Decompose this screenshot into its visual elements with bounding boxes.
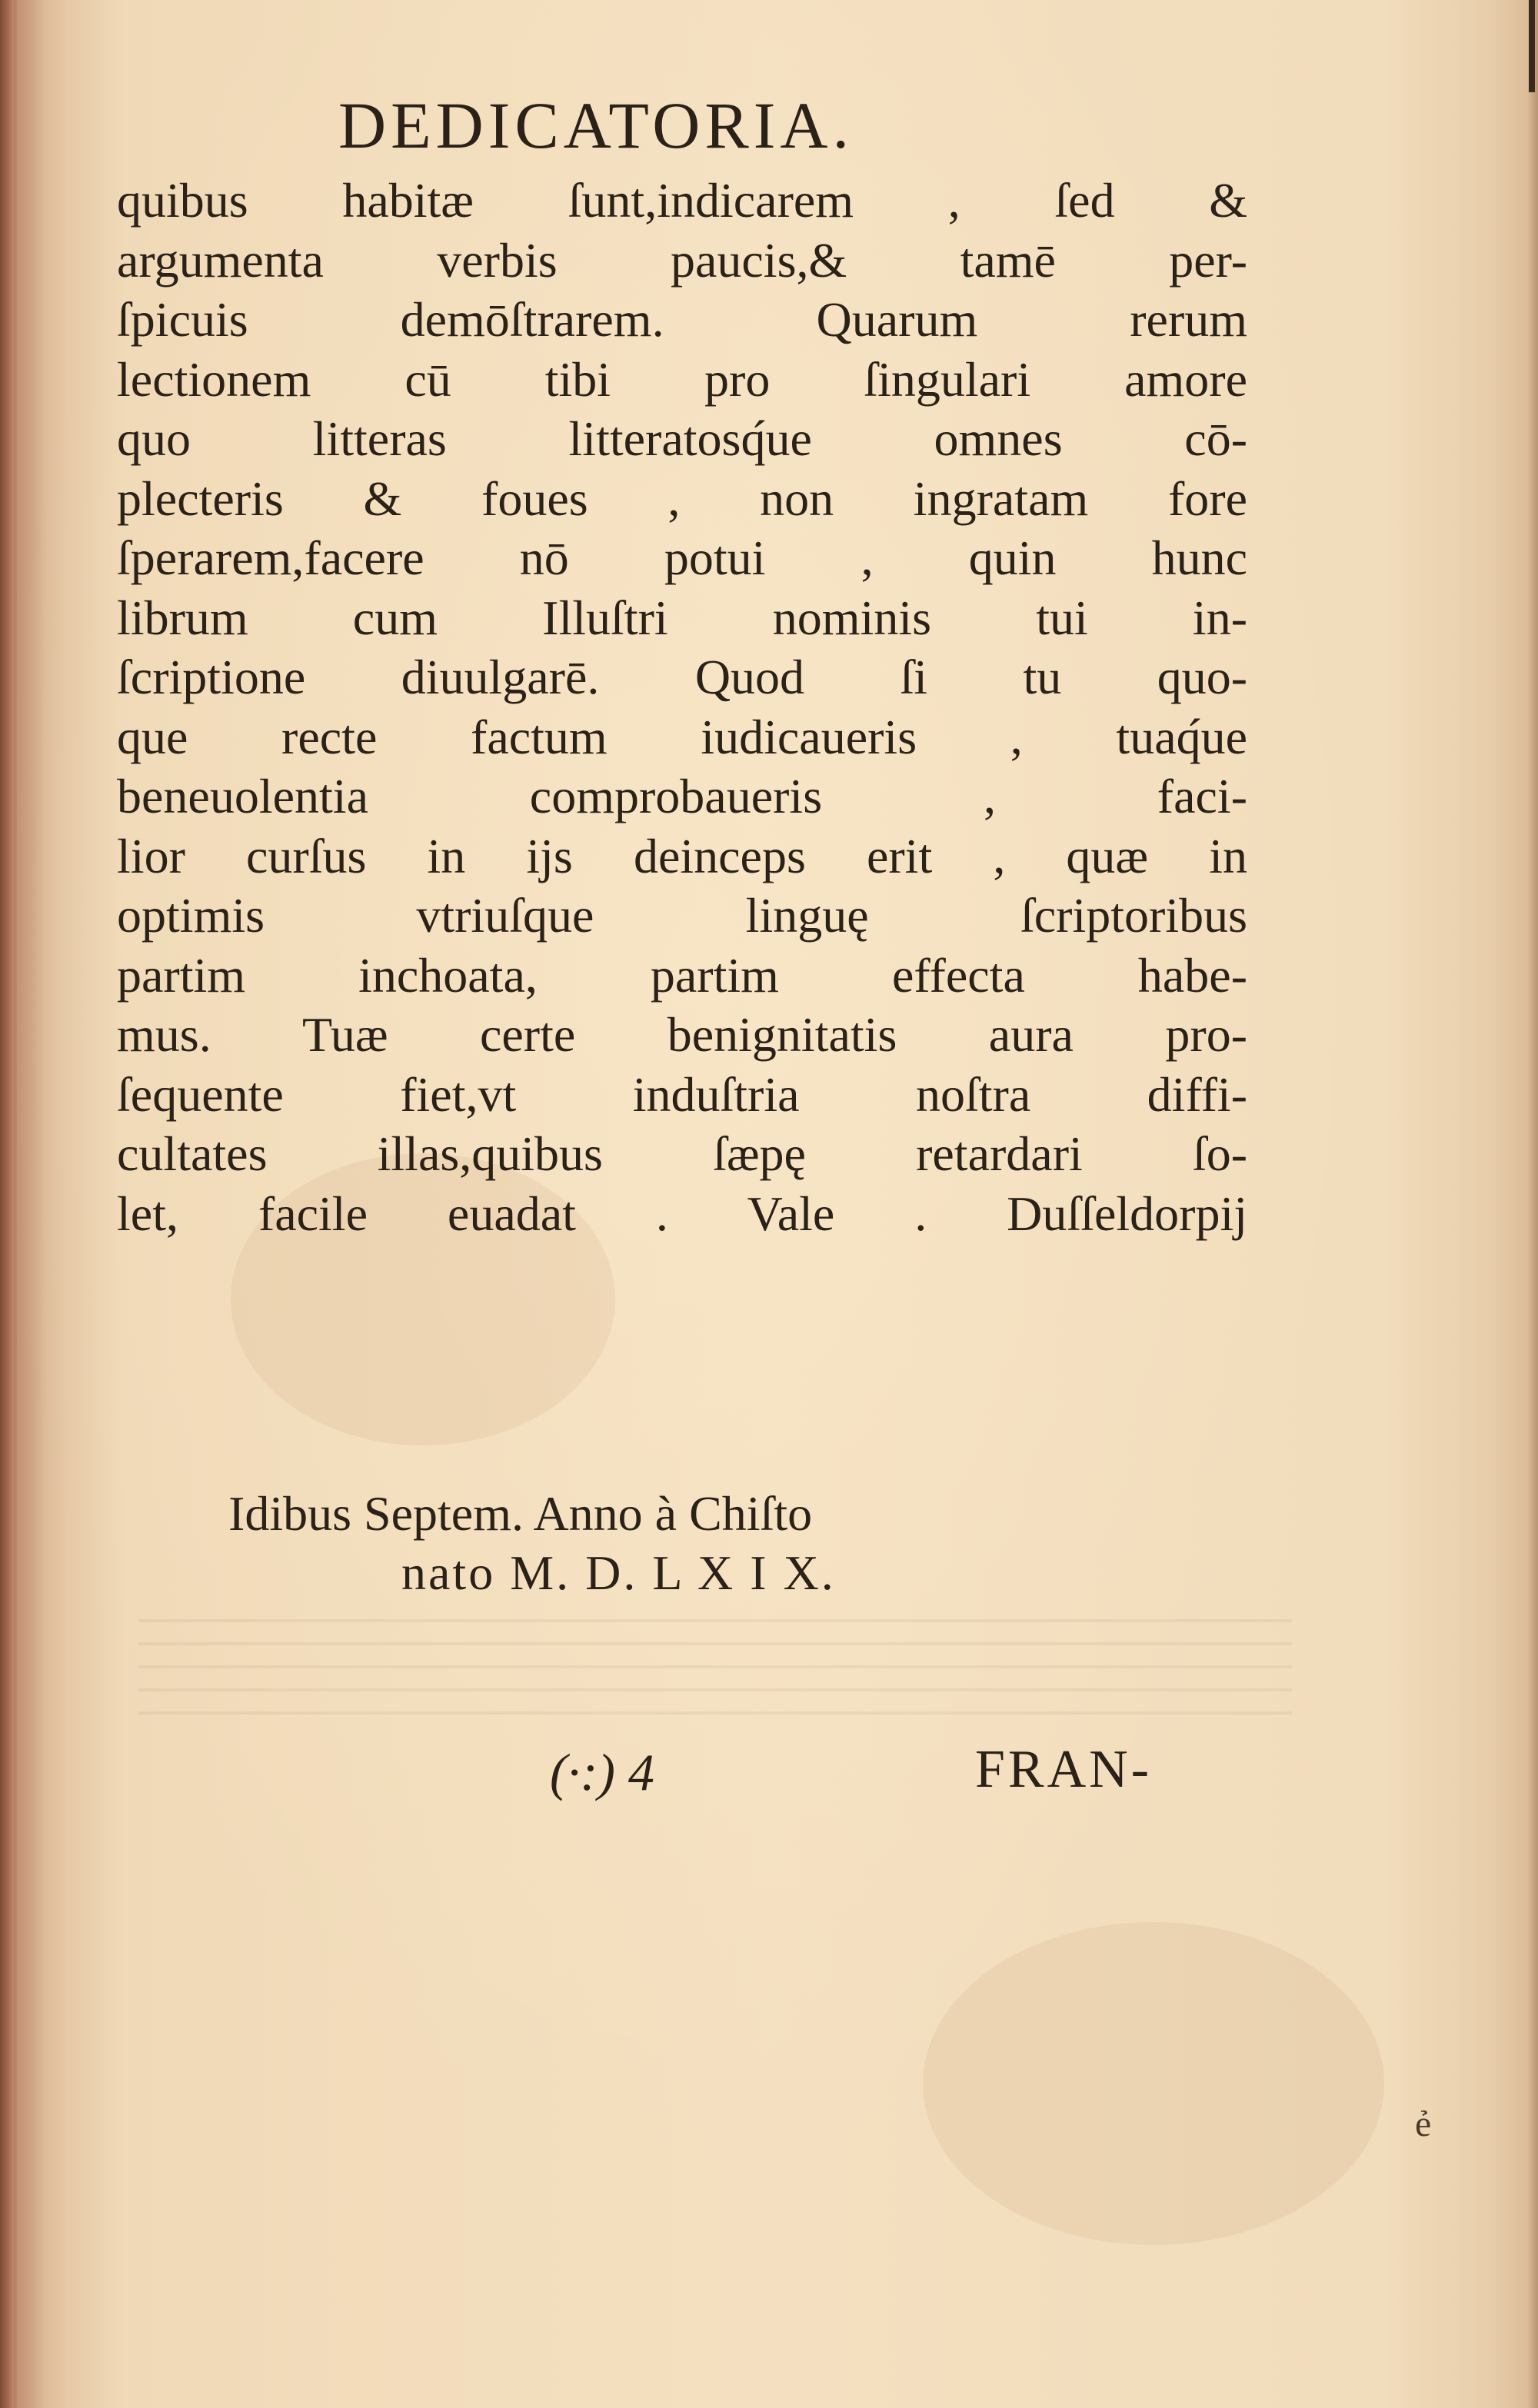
show-through-text bbox=[138, 1599, 1292, 1715]
text-line: mus. Tuæ certe benignitatis aura pro- bbox=[117, 1007, 1247, 1062]
text-line: lior curſus in ijs deinceps erit , quæ in bbox=[117, 828, 1247, 883]
text-line: ſpicuis demōſtrarem. Quarum rerum bbox=[117, 292, 1247, 347]
paper-stain bbox=[923, 1922, 1384, 2245]
page-edge-shadow bbox=[1527, 0, 1538, 2408]
closing-line: Idibus Septem. Anno à Chiſto bbox=[228, 1486, 813, 1541]
signature-mark: (·:) 4 bbox=[550, 1743, 654, 1801]
text-line: beneuolentia comprobaueris , faci- bbox=[117, 769, 1247, 823]
margin-mark: ẻ bbox=[1415, 2104, 1432, 2144]
text-line: cultates illas,quibus ſæpę retardari ſo- bbox=[117, 1126, 1247, 1181]
catchword: FRAN- bbox=[975, 1740, 1153, 1799]
closing-date bbox=[117, 1484, 1247, 1602]
text-line: let, facile euadat . Vale . Duſſeldorpij bbox=[117, 1186, 1247, 1241]
running-head: DEDICATORIA. bbox=[338, 88, 854, 162]
text-line: ſcriptione diuulgarē. Quod ſi tu quo- bbox=[117, 650, 1247, 704]
text-line: quibus habitæ ſunt,indicarem , ſed & bbox=[117, 173, 1247, 228]
text-line: ſperarem,facere nō potui , quin hunc bbox=[117, 530, 1247, 585]
dedication-text bbox=[117, 171, 1247, 1243]
text-line: librum cum Illuſtri nominis tui in- bbox=[117, 590, 1247, 645]
text-line: quo litteras litteratosq́ue omnes cō- bbox=[117, 411, 1247, 466]
page-edge-mark bbox=[1529, 0, 1535, 92]
text-line: lectionem cū tibi pro ſingulari amore bbox=[117, 351, 1247, 407]
text-line: partim inchoata, partim effecta habe- bbox=[117, 947, 1247, 1003]
text-line: plecteris & foues , non ingratam fore bbox=[117, 471, 1247, 526]
text-line: optimis vtriuſque linguę ſcriptoribus bbox=[117, 888, 1247, 943]
closing-line: nato M. D. L X I X. bbox=[401, 1545, 836, 1600]
binding-stain bbox=[14, 0, 68, 2408]
text-line: ſequente fiet,vt induſtria noſtra diffi- bbox=[117, 1066, 1247, 1122]
text-line: que recte factum iudicaueris , tuaq́ue bbox=[117, 709, 1247, 764]
text-line: argumenta verbis paucis,& tamē per- bbox=[117, 232, 1247, 288]
